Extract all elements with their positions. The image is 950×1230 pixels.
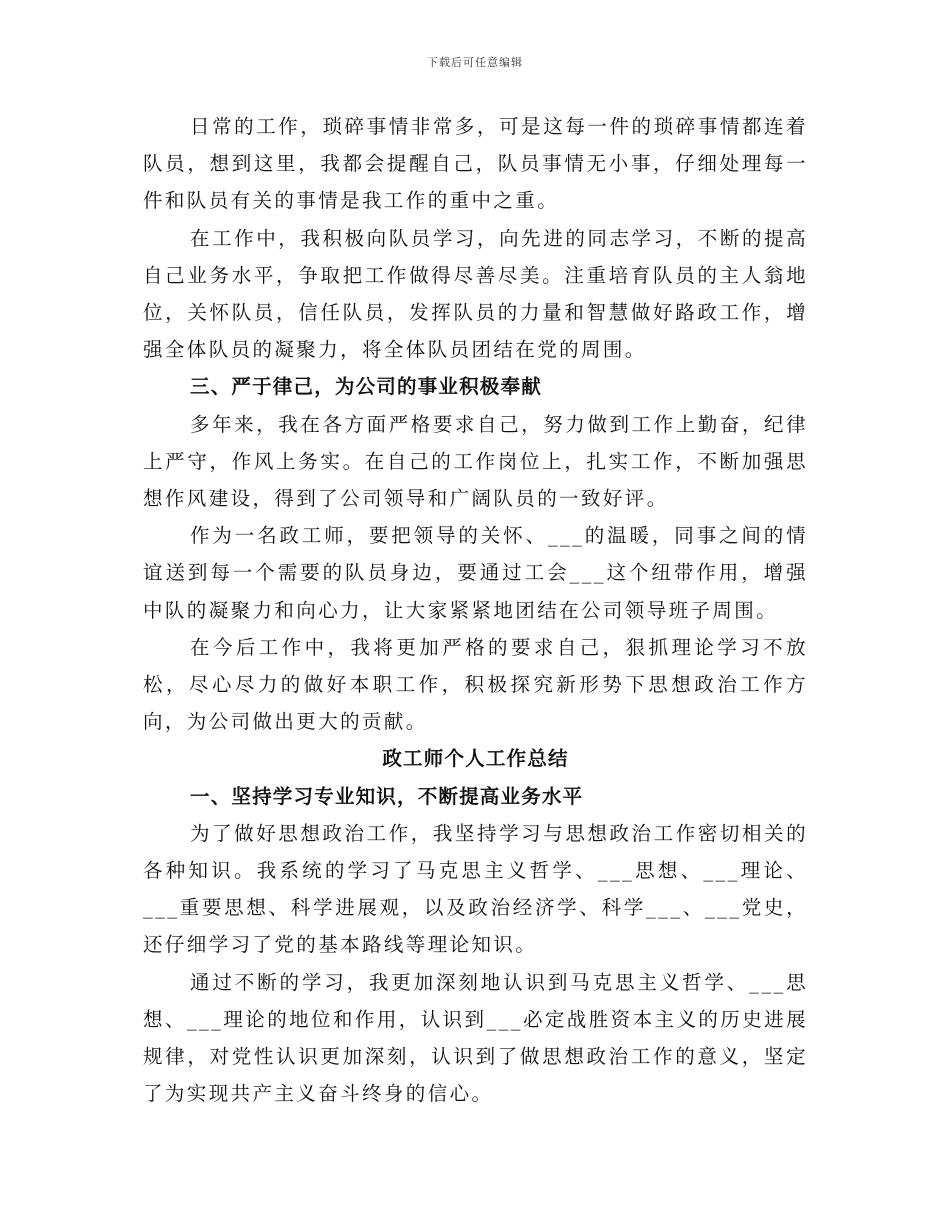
document-body (143, 108, 808, 1112)
section-heading: 一、坚持学习专业知识，不断提高业务水平 (190, 784, 584, 808)
paragraph: 日常的工作，琐碎事情非常多，可是这每一件的琐碎事情都连着队员，想到这里，我都会提醒自己，队员事情无小事，仔细处理每一件和队员有关的事情是我工作的重中之重。 (143, 115, 808, 213)
document-title: 政工师个人工作总结 (382, 747, 569, 771)
paragraph: 在工作中，我积极向队员学习，向先进的同志学习，不断的提高自己业务水平，争取把工作做得尽善尽美。注重培育队员的主人翁地位，关怀队员，信任队员，发挥队员的力量和智慧做好路政工作，增强全体队员的凝聚力，将全体队员团结在党的周围。 (143, 226, 808, 362)
section-heading: 三、严于律己，为公司的事业积极奉献 (190, 375, 542, 399)
paragraph: 在今后工作中，我将更加严格的要求自己，狠抓理论学习不放松，尽心尽力的做好本职工作，积极探究新形势下思想政治工作方向，为公司做出更大的贡献。 (143, 635, 808, 734)
paragraph: 多年来，我在各方面严格要求自己，努力做到工作上勤奋，纪律上严守，作风上务实。在自己的工作岗位上，扎实工作，不断加强思想作风建设，得到了公司领导和广阔队员的一致好评。 (143, 412, 808, 511)
paragraph: 为了做好思想政治工作，我坚持学习与思想政治工作密切相关的各种知识。我系统的学习了马克思主义哲学、___思想、___理论、___重要思想、科学进展观，以及政治经济学、科学___、___党史，还仔细学习了党的基本路线等理论知识。 (143, 821, 808, 957)
paragraph: 通过不断的学习，我更加深刻地认识到马克思主义哲学、___思想、___理论的地位和作用，认识到___必定战胜资本主义的历史进展规律，对党性认识更加深刻，认识到了做思想政治工作的意义，坚定了为实现共产主义奋斗终身的信心。 (143, 970, 808, 1106)
header-note: 下载后可任意编辑 (427, 56, 523, 69)
paragraph: 作为一名政工师，要把领导的关怀、___的温暖，同事之间的情谊送到每一个需要的队员身边，要通过工会___这个纽带作用，增强中队的凝聚力和向心力，让大家紧紧地团结在公司领导班子周围。 (143, 524, 808, 622)
